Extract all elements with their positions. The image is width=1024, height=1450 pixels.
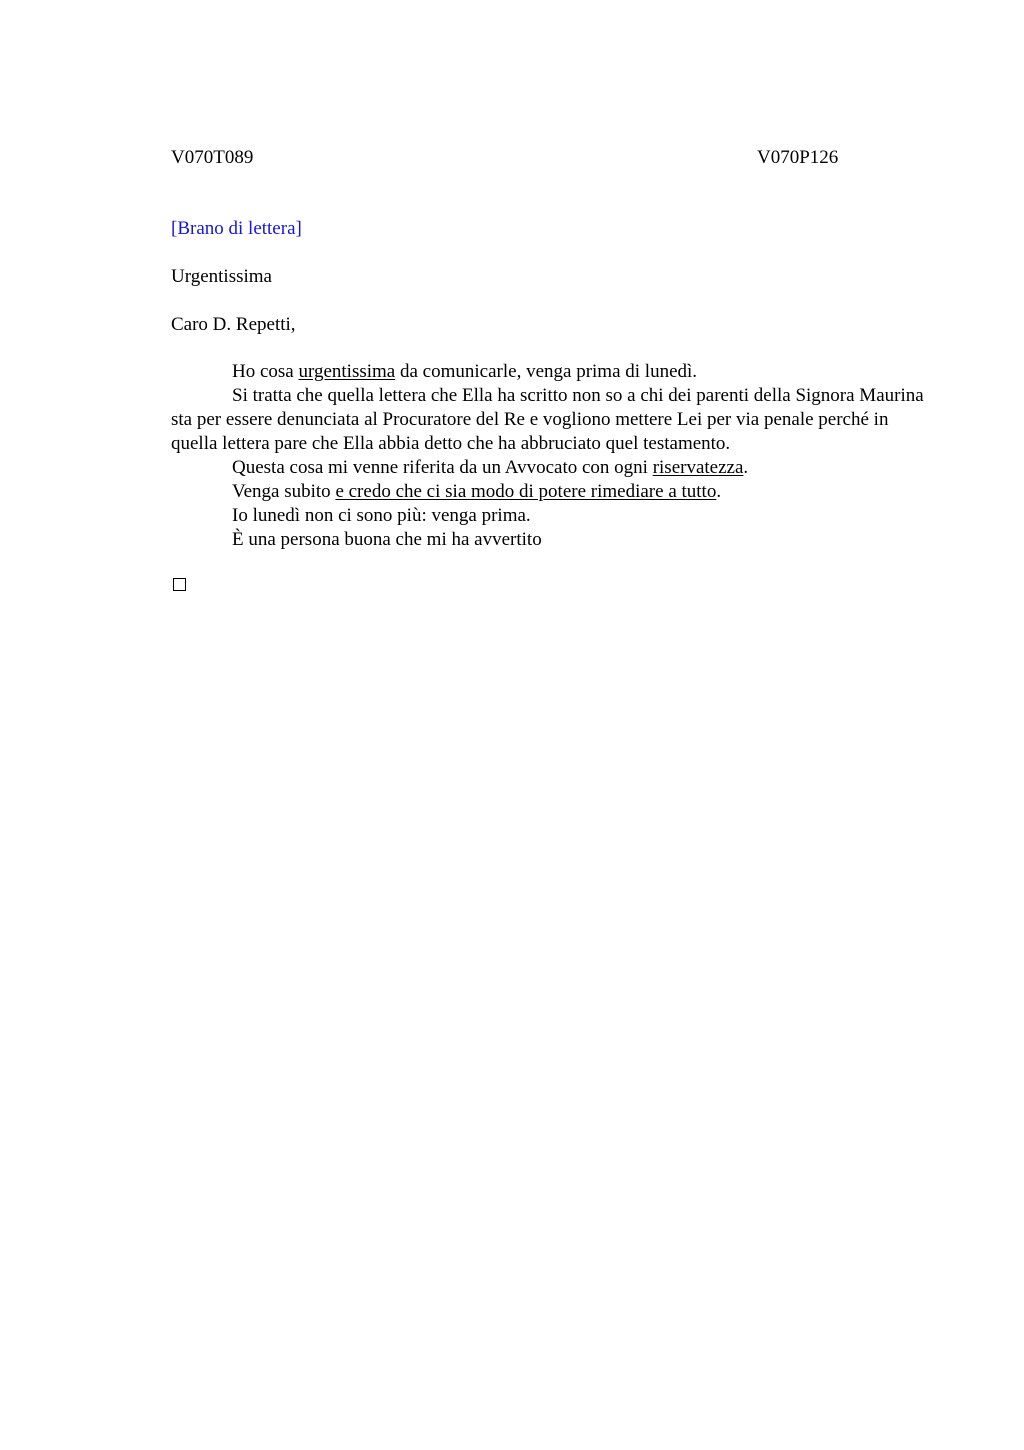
empty-square-icon bbox=[173, 578, 186, 591]
urgent-label: Urgentissima bbox=[171, 266, 272, 287]
paragraph-4-tail: . bbox=[716, 481, 722, 502]
paragraph-4 bbox=[171, 480, 931, 504]
letter-body bbox=[171, 360, 931, 552]
paragraph-4-underlined: e credo che ci sia modo di potere rimediare a tutto bbox=[335, 481, 717, 502]
paragraph-1 bbox=[171, 360, 931, 384]
letter-heading: [Brano di lettera] bbox=[171, 218, 302, 239]
salutation: Caro D. Repetti, bbox=[171, 314, 296, 335]
paragraph-4-text: Venga subito bbox=[232, 481, 336, 502]
paragraph-3-tail: . bbox=[743, 457, 749, 478]
paragraph-3-text: Questa cosa mi venne riferita da un Avvocato con ogni bbox=[232, 457, 653, 478]
paragraph-5: Io lunedì non ci sono più: venga prima. bbox=[232, 505, 531, 526]
paragraph-3-underlined: riservatezza bbox=[652, 457, 744, 478]
document-code-right: V070P126 bbox=[757, 147, 839, 168]
paragraph-1-underlined: urgentissima bbox=[298, 361, 396, 382]
document-code-left: V070T089 bbox=[171, 147, 254, 168]
paragraph-2: Si tratta che quella lettera che Ella ha scritto non so a chi dei parenti della Signora Maurina sta per essere denunciata al Procuratore del Re e vogliono mettere Lei per via penale perché in quella lettera pare che Ella abbia detto che ha abbruciato quel testamento. bbox=[171, 385, 924, 454]
paragraph-1-text: Ho cosa bbox=[232, 361, 299, 382]
paragraph-1-tail: da comunicarle, venga prima di lunedì. bbox=[395, 361, 698, 382]
paragraph-3 bbox=[171, 456, 931, 480]
paragraph-6: È una persona buona che mi ha avvertito bbox=[232, 529, 542, 550]
